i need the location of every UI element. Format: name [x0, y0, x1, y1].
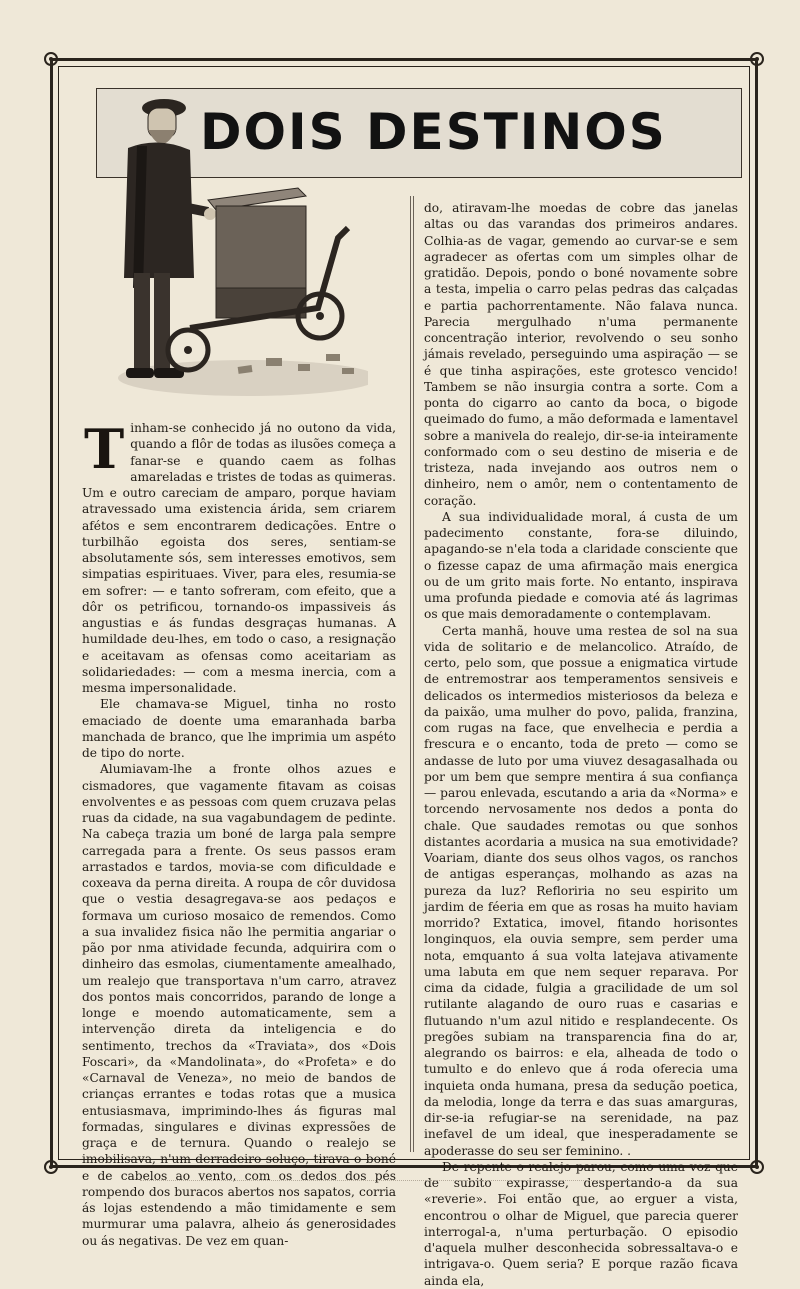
paragraph: A sua individualidade moral, á custa de um padecimento constante, fora-se diluindo, apagando-se n'ela toda a claridade consciente que o fizesse capaz de uma afirmação mais energica ou de um grito mais forte. No entanto, inspirava uma profunda piedade e comovia até ás lagrimas os que mais demoradamente o contemplavam.: [424, 509, 738, 622]
organ-grinder-illustration: [98, 88, 368, 400]
paragraph: Tinham-se conhecido já no outono da vida, quando a flôr de todas as ilusões começa a fanar-se e quando caem as folhas amareladas e tristes de todas as quimeras. Um e outro careciam de amparo, porque haviam atravessado uma existencia árida, sem criarem afétos e sem encontrarem dedicações. Entre o turbilhão egoista dos seres, sentiam-se absolutamente sós, sem interesses emotivos, sem simpatias espirituaes. Viver, para eles, resumia-se em sofrer: — e tanto sofreram, com efeito, que a dôr os petrificou, tornando-os impassiveis ás angustias e ás fundas desgraças humanas. A humildade deu-lhes, em todo o caso, a resignação e aceitavam as ofensas como aceitariam as solidariedades: — com a mesma inercia, com a mesma impersonalidade.: [82, 417, 396, 695]
paragraph: Alumiavam-lhe a fronte olhos azues e cismadores, que vagamente fitavam as coisas envolventes e as pessoas com quem cruzava pelas ruas da cidade, na sua vagabundagem de pedinte. Na cabeça trazia um boné de larga pala sempre carregada para a frente. Os seus passos eram arrastados e tardos, movia-se com dificuldade e coxeava da perna direita. A roupa de côr duvidosa que o vestia desagregava-se aos pedaços e formava um curioso mosaico de remendos. Como a sua invalidez fisica não lhe permitia angariar o pão por nma atividade fecunda, adquirira com o dinheiro das esmolas, ciumentamente amealhado, um realejo que transportava n'um carro, atravez dos pontos mais concorridos, parando de longe a longe e moendo automaticamente, sem a intervenção direta da inteligencia e do sentimento, trechos da «Traviata», dos «Dois Foscari», da «Mandolinata», do «Profeta» e do «Carnaval de Veneza», no meio de bandos de crianças errantes e todas rotas que a musica entusiasmava, imprimindo-lhes ás figuras mal formadas, singulares e divinas expressões de graça e de ternura. Quando o realejo se imobilisava, n'um derradeiro soluço, tirava o boné e de cabelos ao vento, com os dedos dos pés rompendo dos buracos abertos nos sapatos, corria ás lojas estendendo a mão timidamente e sem murmurar uma palavra, alheio ás generosidades ou ás negativas. De vez em quan-: [82, 762, 396, 1248]
corner-ornament-bottom-right: [744, 1154, 770, 1180]
paragraph: Ele chamava-se Miguel, tinha no rosto emaciado de doente uma emaranhada barba manchada de branco, que lhe imprimia um aspéto de tipo do norte.: [82, 697, 396, 760]
paragraph: do, atiravam-lhe moedas de cobre das janelas altas ou das varandas dos primeiros andares. Colhia-as de vagar, gemendo ao curvar-se e sem agradecer as ofertas com um simples olhar de gratidão. Depois, pondo o boné novamente sobre a testa, impelia o carro pelas pedras das calçadas e partia pachorrentamente. Não falava nunca. Parecia mergulhado n'uma permanente concentração interior, revolvendo o seu sonho jámais revelado, perseguindo uma aspiração — se é que tinha aspirações, este grotesco vencido! Tambem se não insurgia contra a sorte. Com a ponta do cigarro ao canto da boca, o bigode queimado do fumo, a mão deformada e lamentavel sobre a manivela do realejo, dir-se-ia inteiramente conformado com o seu destino de miseria e de tristeza, nada invejando aos outros nem o dinheiro, nem o amôr, nem o contentamento de coração.: [424, 201, 738, 508]
article-title: DOIS DESTINOS: [200, 103, 667, 161]
corner-ornament-top-left: [38, 46, 64, 72]
paragraph: Certa manhã, houve uma restea de sol na sua vida de solitario e de melancolico. Atraído, de certo, pelo som, que possue a enigmatica virtude de entremostrar aos temperamentos sensiveis e delicados os intermedios misteriosos da beleza e da paixão, uma mulher do povo, palida, franzina, com rugas na face, que envelhecia e perdia a frescura e o encanto, toda de preto — como se andasse de luto por uma viuvez desagasalhada ou por um bem que sempre mentira á sua confiança — parou enlevada, escutando a aria da «Norma» e torcendo nervosamente nos dedos a ponta do chale. Que saudades remotas ou que sonhos distantes acordaria a musica na sua emotividade? Voariam, diante dos seus olhos vagos, os ranchos de antigas esperanças, molhando as azas na pureza da luz? Refloriria no seu espirito um jardim de féeria em que as rosas ha muito haviam morrido? Extatica, imovel, fitando horisontes longinquos, ela ouvia sempre, sem perder uma nota, emquanto á sua volta latejava ativamente uma labuta em que nem sequer reparava. Por cima da cidade, fulgia a gracilidade de um sol rutilante alagando de ouro ruas e casarias e flutuando n'um azul nitido e resplandecente. Os pregões subiam na transparencia fina do ar, alegrando os bairros: e ela, alheada de todo o tumulto e do enlevo que á roda oferecia uma inquieta onda humana, presa da sedução poetica, da melodia, longe da terra e das suas amarguras, dir-se-ia refugiar-se na serenidade, na paz inefavel de um ideal, que inesperadamente se apoderasse do seu ser feminino. .: [424, 623, 738, 1158]
paragraph: De repente o realejo parou, como uma voz que de subito expirasse, despertando-a da sua «reverie». Foi então que, ao erguer a vista, encontrou o olhar de Miguel, que parecia querer interrogal-a, n'uma perturbação. O episodio d'aquela mulher desconhecida sobressaltava-o e intrigava-o. Quem seria? E porque razão ficava ainda ela,: [424, 1159, 738, 1288]
corner-ornament-bottom-left: [38, 1154, 64, 1180]
left-column: [82, 417, 396, 1248]
corner-ornament-top-right: [744, 46, 770, 72]
right-column: [424, 200, 738, 1288]
drop-cap: T: [84, 417, 125, 481]
column-divider: [410, 196, 414, 1152]
bottom-bleed-dots: [140, 1180, 660, 1187]
